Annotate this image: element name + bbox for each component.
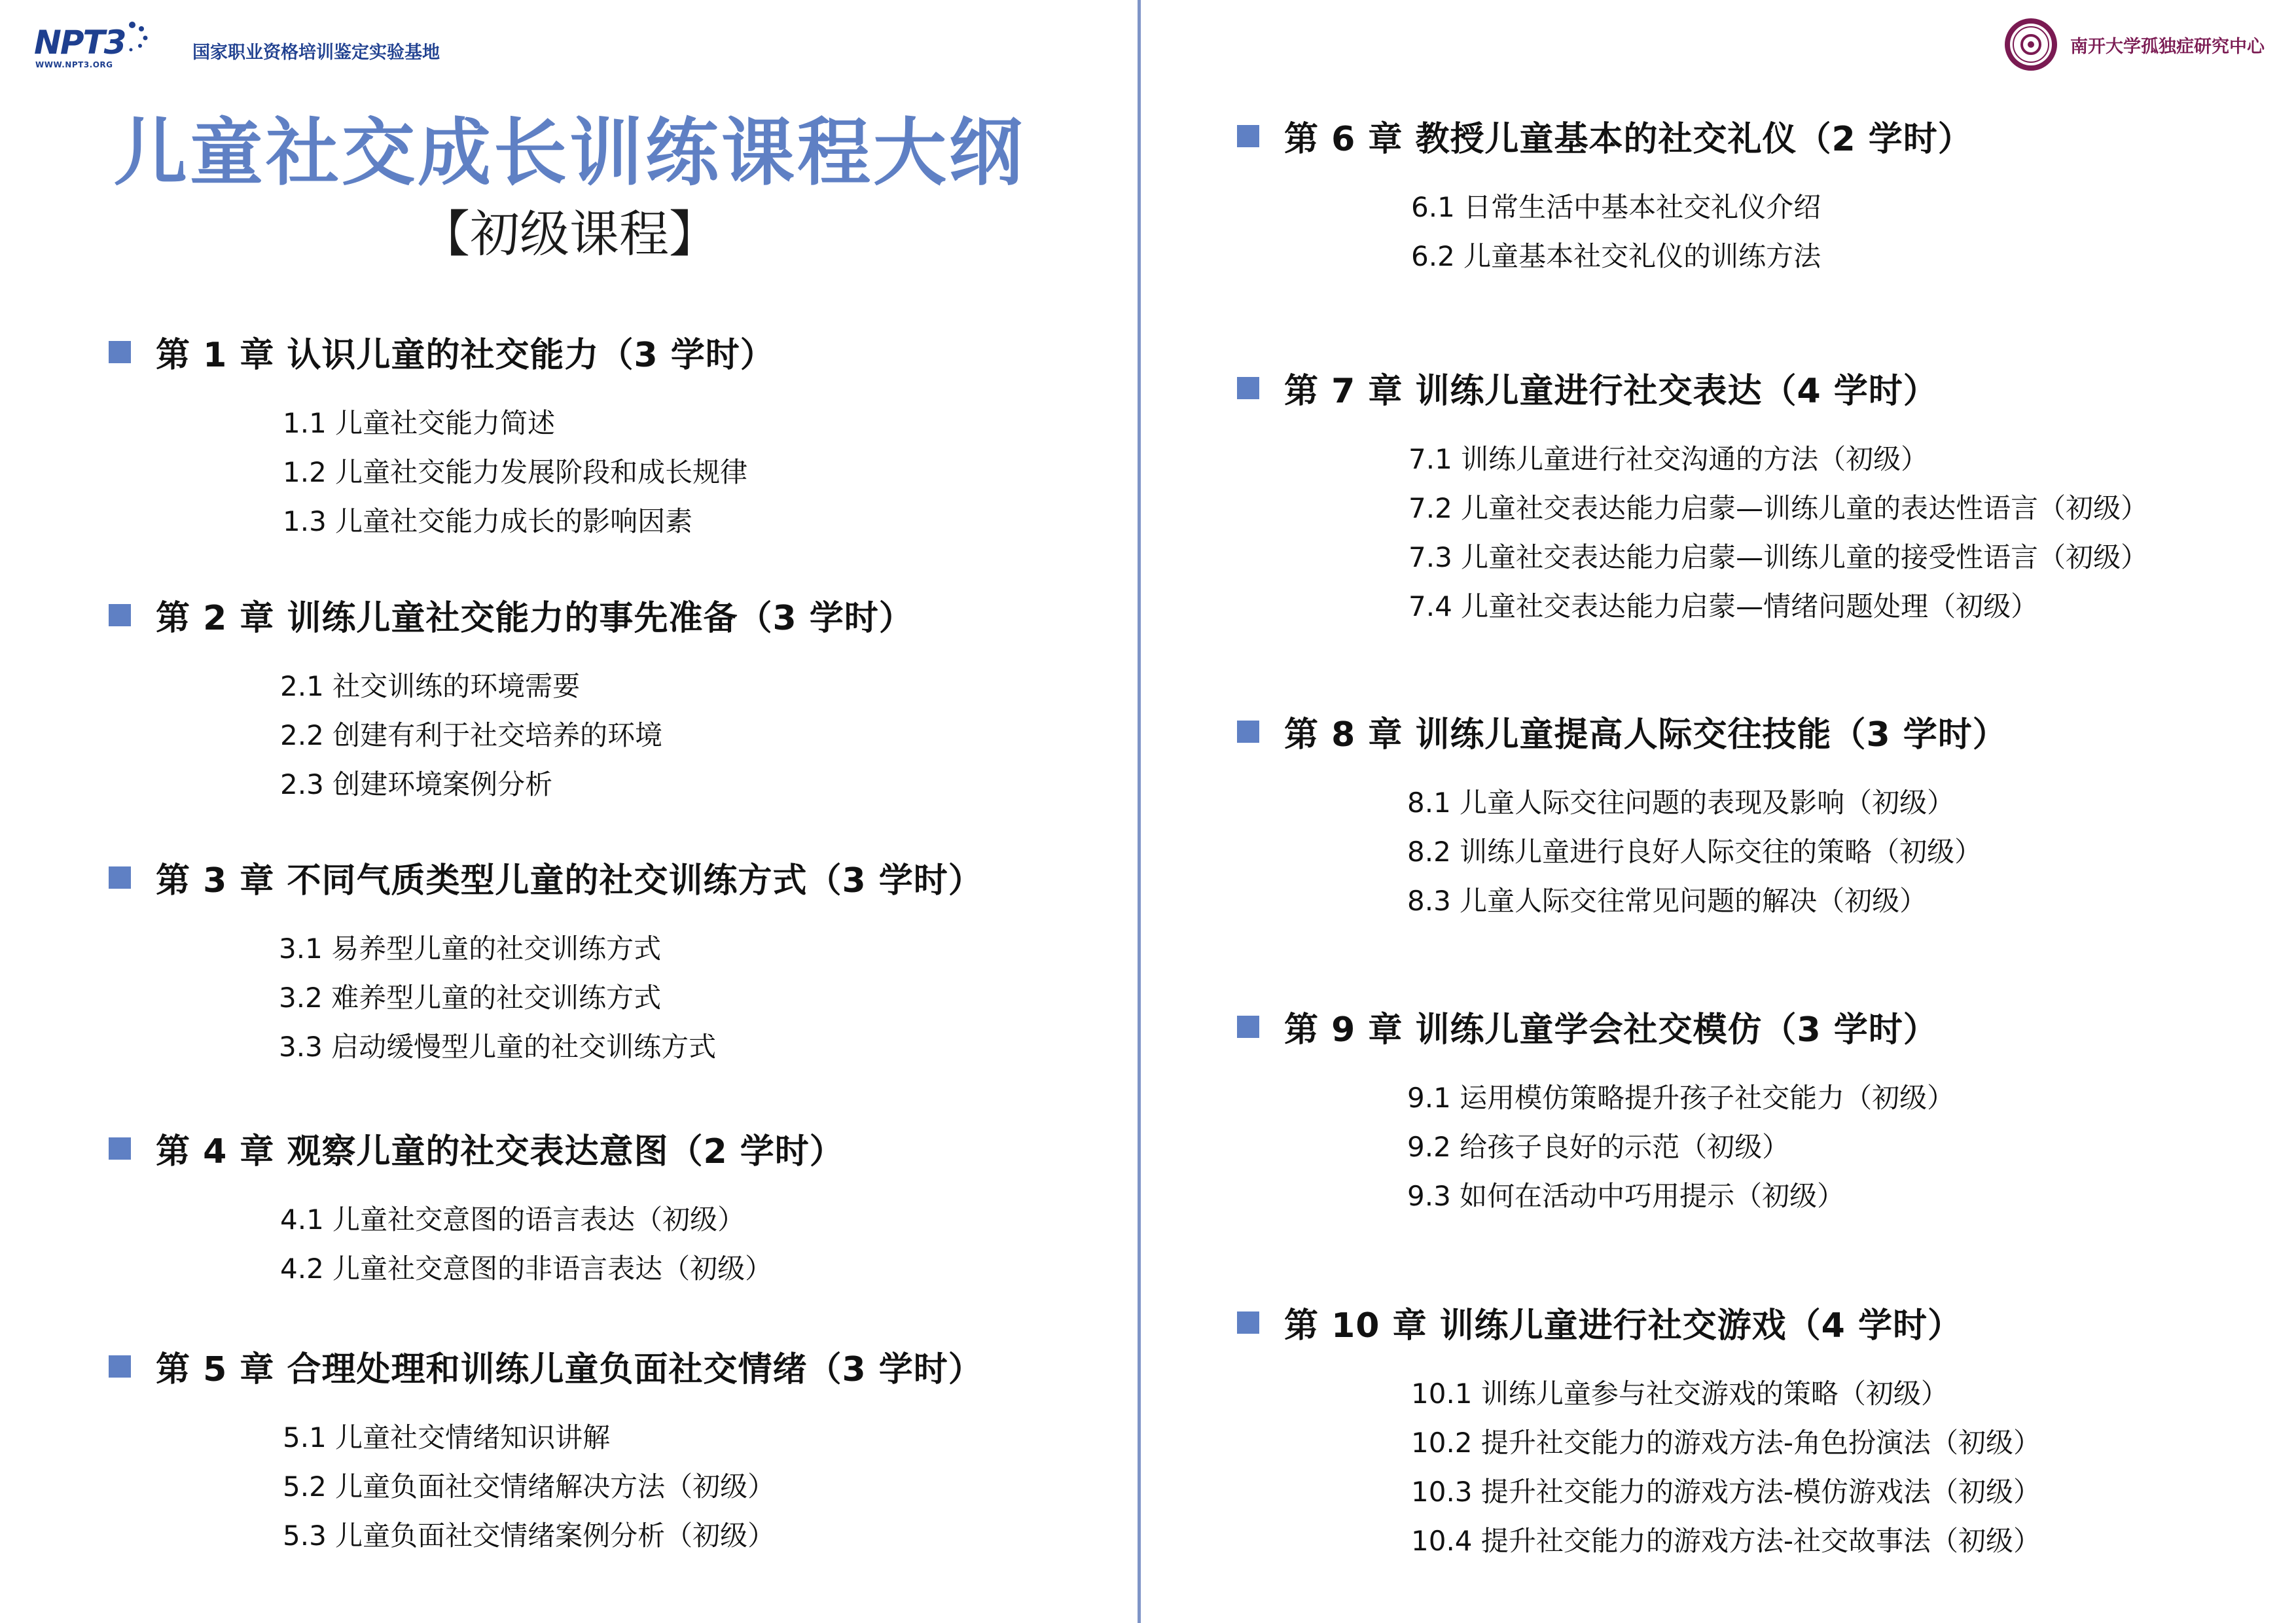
section-item: 5.2 儿童负面社交情绪解决方法（初级）: [283, 1471, 776, 1503]
left-page: [0, 0, 1139, 1623]
right-org-name: 南开大学孤独症研究中心: [2070, 36, 2265, 57]
section-item: 7.2 儿童社交表达能力启蒙—训练儿童的表达性语言（初级）: [1408, 492, 2149, 524]
section-item: 10.1 训练儿童参与社交游戏的策略（初级）: [1411, 1378, 1948, 1410]
section-item: 3.2 难养型儿童的社交训练方式: [279, 982, 662, 1014]
chapter-9: [1237, 1002, 1954, 1221]
section-item: 3.3 启动缓慢型儿童的社交训练方式: [279, 1031, 717, 1063]
section-item: 10.4 提升社交能力的游戏方法-社交故事法（初级）: [1411, 1525, 2041, 1557]
chapter-title: 第 5 章 合理处理和训练儿童负面社交情绪（3 学时）: [156, 1350, 983, 1389]
section-item: 8.3 儿童人际交往常见问题的解决（初级）: [1407, 885, 1928, 917]
chapter-bullet-icon: [1237, 721, 1259, 743]
section-item: 7.4 儿童社交表达能力启蒙—情绪问题处理（初级）: [1408, 590, 2039, 622]
page-title: 儿童社交成长训练课程大纲: [114, 111, 1025, 196]
section-list: [280, 662, 914, 809]
right-page: [1141, 0, 2296, 1623]
chapter-bullet-icon: [109, 866, 131, 889]
chapter-4: [109, 1124, 844, 1293]
chapter-8: [1237, 707, 2007, 925]
section-list: [1407, 1073, 1954, 1221]
chapter-2: [109, 590, 914, 809]
nankai-seal-icon: [2003, 17, 2058, 72]
section-item: 5.1 儿童社交情绪知识讲解: [283, 1421, 611, 1454]
section-item: 9.1 运用模仿策略提升孩子社交能力（初级）: [1407, 1082, 1955, 1114]
chapter-bullet-icon: [1237, 1016, 1259, 1038]
section-item: 1.3 儿童社交能力成长的影响因素: [283, 505, 693, 537]
section-item: 3.1 易养型儿童的社交训练方式: [279, 933, 662, 965]
section-list: [1411, 1369, 2041, 1565]
chapter-1: [109, 327, 775, 546]
section-item: 1.2 儿童社交能力发展阶段和成长规律: [283, 456, 748, 488]
chapter-3: [109, 853, 983, 1071]
chapter-title: 第 1 章 认识儿童的社交能力（3 学时）: [156, 336, 775, 375]
section-list: [1411, 183, 1973, 281]
chapter-7: [1237, 363, 2148, 631]
section-list: [283, 1413, 983, 1560]
section-item: 6.2 儿童基本社交礼仪的训练方法: [1411, 240, 1821, 272]
chapter-bullet-icon: [109, 1355, 131, 1378]
chapter-bullet-icon: [109, 1137, 131, 1160]
section-item: 10.2 提升社交能力的游戏方法-角色扮演法（初级）: [1411, 1427, 2041, 1459]
chapter-bullet-icon: [1237, 125, 1259, 147]
section-list: [1407, 778, 2007, 925]
left-org-name: 国家职业资格培训鉴定实验基地: [192, 42, 440, 63]
chapter-5: [109, 1342, 983, 1560]
npt3-logo-text: NPT3: [34, 24, 126, 62]
section-list: [283, 399, 775, 546]
dots-icon: [124, 20, 151, 59]
section-item: 7.3 儿童社交表达能力启蒙—训练儿童的接受性语言（初级）: [1408, 541, 2149, 573]
chapter-title: 第 10 章 训练儿童进行社交游戏（4 学时）: [1284, 1306, 1962, 1346]
npt3-logo: [34, 20, 440, 72]
chapter-title: 第 9 章 训练儿童学会社交模仿（3 学时）: [1284, 1010, 1938, 1050]
page-subtitle: 【初级课程】: [420, 205, 719, 263]
chapter-title: 第 2 章 训练儿童社交能力的事先准备（3 学时）: [156, 599, 914, 638]
chapter-title: 第 7 章 训练儿童进行社交表达（4 学时）: [1284, 372, 1938, 411]
section-item: 9.3 如何在活动中巧用提示（初级）: [1407, 1180, 1845, 1212]
section-item: 2.3 创建环境案例分析: [280, 768, 553, 800]
section-item: 1.1 儿童社交能力简述: [283, 407, 556, 439]
chapter-bullet-icon: [109, 604, 131, 626]
section-item: 2.1 社交训练的环境需要: [280, 670, 581, 702]
chapter-bullet-icon: [1237, 1311, 1259, 1334]
chapter-10: [1237, 1298, 2041, 1565]
section-item: 8.1 儿童人际交往问题的表现及影响（初级）: [1407, 787, 1955, 819]
npt3-logo-url: WWW.NPT3.ORG: [35, 60, 113, 69]
section-item: 7.1 训练儿童进行社交沟通的方法（初级）: [1408, 443, 1929, 475]
section-item: 4.1 儿童社交意图的语言表达（初级）: [280, 1204, 745, 1236]
section-item: 9.2 给孩子良好的示范（初级）: [1407, 1131, 1790, 1163]
section-list: [279, 924, 983, 1071]
chapter-title: 第 3 章 不同气质类型儿童的社交训练方式（3 学时）: [156, 861, 983, 901]
section-item: 4.2 儿童社交意图的非语言表达（初级）: [280, 1253, 773, 1285]
section-item: 5.3 儿童负面社交情绪案例分析（初级）: [283, 1520, 776, 1552]
section-list: [1408, 435, 2148, 631]
section-item: 6.1 日常生活中基本社交礼仪介绍: [1411, 191, 1821, 223]
section-item: 8.2 训练儿童进行良好人际交往的策略（初级）: [1407, 836, 1982, 868]
chapter-title: 第 8 章 训练儿童提高人际交往技能（3 学时）: [1284, 715, 2007, 755]
chapter-title: 第 6 章 教授儿童基本的社交礼仪（2 学时）: [1284, 120, 1973, 159]
npt3-logo-mark: [34, 20, 145, 72]
section-item: 10.3 提升社交能力的游戏方法-模仿游戏法（初级）: [1411, 1476, 2041, 1508]
chapter-bullet-icon: [109, 341, 131, 363]
chapter-title: 第 4 章 观察儿童的社交表达意图（2 学时）: [156, 1132, 844, 1171]
nankai-logo: [2003, 17, 2265, 72]
chapter-6: [1237, 111, 1973, 281]
section-item: 2.2 创建有利于社交培养的环境: [280, 719, 663, 751]
section-list: [280, 1195, 844, 1293]
chapter-bullet-icon: [1237, 377, 1259, 399]
